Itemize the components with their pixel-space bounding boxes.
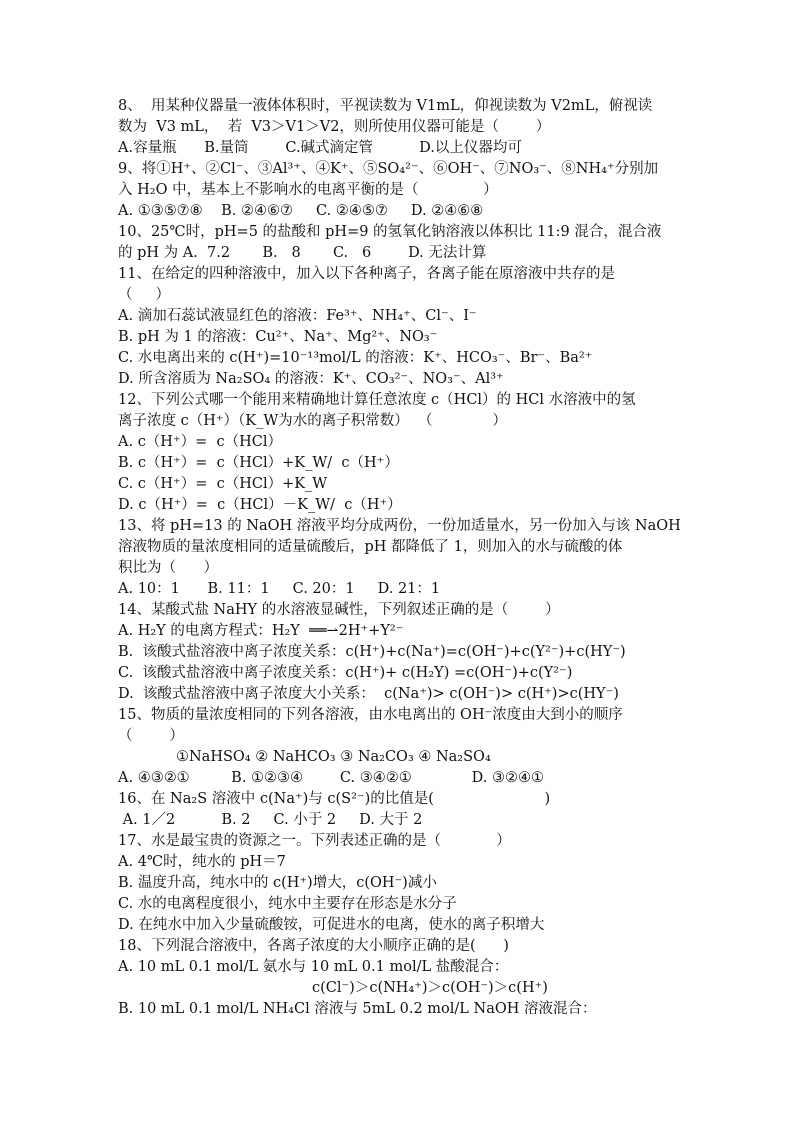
q9-options: A. ①③⑤⑦⑧ B. ②④⑥⑦ C. ②④⑤⑦ D. ②④⑥⑧ [118, 203, 484, 219]
q8-line-2: 数为 V3 mL， 若 V3＞V1＞V2，则所使用仪器可能是（ ） [118, 119, 551, 135]
q18-option-a: A. 10 mL 0.1 mol/L 氨水与 10 mL 0.1 mol/L 盐酸混合： [118, 959, 509, 975]
q17-option-b: B. 温度升高，纯水中的 c(H⁺)增大，c(OH⁻)减小 [118, 875, 437, 891]
q12-line-1: 12、下列公式哪一个能用来精确地计算任意浓度 c（HCl）的 HCl 水溶液中的氢 [118, 392, 636, 408]
q17-option-a: A. 4℃时，纯水的 pH＝7 [118, 854, 286, 870]
q17-line-1: 17、水是最宝贵的资源之一。下列表述正确的是（ ） [118, 833, 511, 849]
q11-option-b: B. pH 为 1 的溶液：Cu²⁺、Na⁺、Mg²⁺、NO₃⁻ [118, 329, 438, 345]
q11-line-1: 11、在给定的四种溶液中，加入以下各种离子，各离子能在原溶液中共存的是 [118, 266, 615, 282]
q8-line-1: 8、 用某种仪器量一液体体积时，平视读数为 V1mL，仰视读数为 V2mL，俯视读 [118, 98, 653, 114]
q18-line-1: 18、下列混合溶液中，各离子浓度的大小顺序正确的是( ) [118, 938, 509, 954]
q12-option-a: A. c（H⁺）= c（HCl） [118, 434, 282, 450]
q9-line-2: 入 H₂O 中，基本上不影响水的电离平衡的是（ ） [118, 182, 498, 198]
q14-option-c: C. 该酸式盐溶液中离子浓度关系：c(H⁺)+ c(H₂Y) =c(OH⁻)+c(Y²⁻) [118, 665, 573, 681]
q9-line-1: 9、将①H⁺、②Cl⁻、③Al³⁺、④K⁺、⑤SO₄²⁻、⑥OH⁻、⑦NO₃⁻、⑧NH₄⁺分别加 [118, 161, 659, 177]
q17-option-c: C. 水的电离程度很小，纯水中主要存在形态是水分子 [118, 896, 457, 912]
q10-line-1: 10、25℃时，pH=5 的盐酸和 pH=9 的氢氧化钠溶液以体积比 11:9 混合，混合液 [118, 224, 662, 240]
q13-line-3: 积比为（ ） [118, 560, 219, 576]
q18-option-a-relation: c(Cl⁻)＞c(NH₄⁺)＞c(OH⁻)＞c(H⁺) [312, 980, 548, 996]
q13-options: A. 10：1 B. 11：1 C. 20：1 D. 21：1 [118, 581, 441, 597]
q17-option-d: D. 在纯水中加入少量硫酸铵，可促进水的电离，使水的离子积增大 [118, 917, 545, 933]
q13-line-1: 13、将 pH=13 的 NaOH 溶液平均分成两份，一份加适量水，另一份加入与该 NaOH [118, 518, 681, 534]
q14-option-d: D. 该酸式盐溶液中离子浓度大小关系： c(Na⁺)> c(OH⁻)> c(H⁺)>c(HY⁻) [118, 686, 619, 702]
q15-solutions: ①NaHSO₄ ② NaHCO₃ ③ Na₂CO₃ ④ Na₂SO₄ [176, 749, 491, 765]
q8-options: A.容量瓶 B.量筒 C.碱式滴定管 D.以上仪器均可 [118, 140, 522, 156]
q12-option-b: B. c（H⁺）= c（HCl）+K_W/ c（H⁺） [118, 455, 399, 471]
q14-option-a: A. H₂Y 的电离方程式：H₂Y ══⇀2H⁺+Y²⁻ [118, 623, 404, 639]
q11-option-c: C. 水电离出来的 c(H⁺)=10⁻¹³mol/L 的溶液：K⁺、HCO₃⁻、Br⁻、Ba²⁺ [118, 350, 593, 366]
q15-line-1: 15、物质的量浓度相同的下列各溶液，由水电离出的 OH⁻浓度由大到小的顺序 [118, 707, 623, 723]
q11-line-2: （ ） [118, 287, 171, 303]
q12-option-d: D. c（H⁺）= c（HCl）－K_W/ c（H⁺） [118, 497, 402, 513]
q16-options: A. 1／2 B. 2 C. 小于 2 D. 大于 2 [118, 812, 423, 828]
q13-line-2: 溶液物质的量浓度相同的适量硫酸后，pH 都降低了 1，则加入的水与硫酸的体 [118, 539, 623, 555]
q12-option-c: C. c（H⁺）= c（HCl）+K_W [118, 476, 328, 492]
q18-option-b: B. 10 mL 0.1 mol/L NH₄Cl 溶液与 5mL 0.2 mol/L NaOH 溶液混合： [118, 1001, 597, 1017]
q11-option-d: D. 所含溶质为 Na₂SO₄ 的溶液：K⁺、CO₃²⁻、NO₃⁻、Al³⁺ [118, 371, 504, 387]
q14-option-b: B. 该酸式盐溶液中离子浓度关系：c(H⁺)+c(Na⁺)=c(OH⁻)+c(Y²⁻)+c(HY⁻) [118, 644, 626, 660]
q15-line-2: （ ） [118, 728, 184, 744]
q11-option-a: A. 滴加石蕊试液显红色的溶液：Fe³⁺、NH₄⁺、Cl⁻、I⁻ [118, 308, 477, 324]
q16-line-1: 16、在 Na₂S 溶液中 c(Na⁺)与 c(S²⁻)的比值是( ) [118, 791, 551, 807]
q12-line-2: 离子浓度 c（H⁺）（K_W为水的离子积常数） （ ） [118, 413, 507, 429]
q14-line-1: 14、某酸式盐 NaHY 的水溶液显碱性，下列叙述正确的是（ ） [118, 602, 560, 618]
q15-options: A. ④③②① B. ①②③④ C. ③④②① D. ③②④① [118, 770, 544, 786]
q10-line-2: 的 pH 为 A. 7.2 B. 8 C. 6 D. 无法计算 [118, 245, 487, 261]
